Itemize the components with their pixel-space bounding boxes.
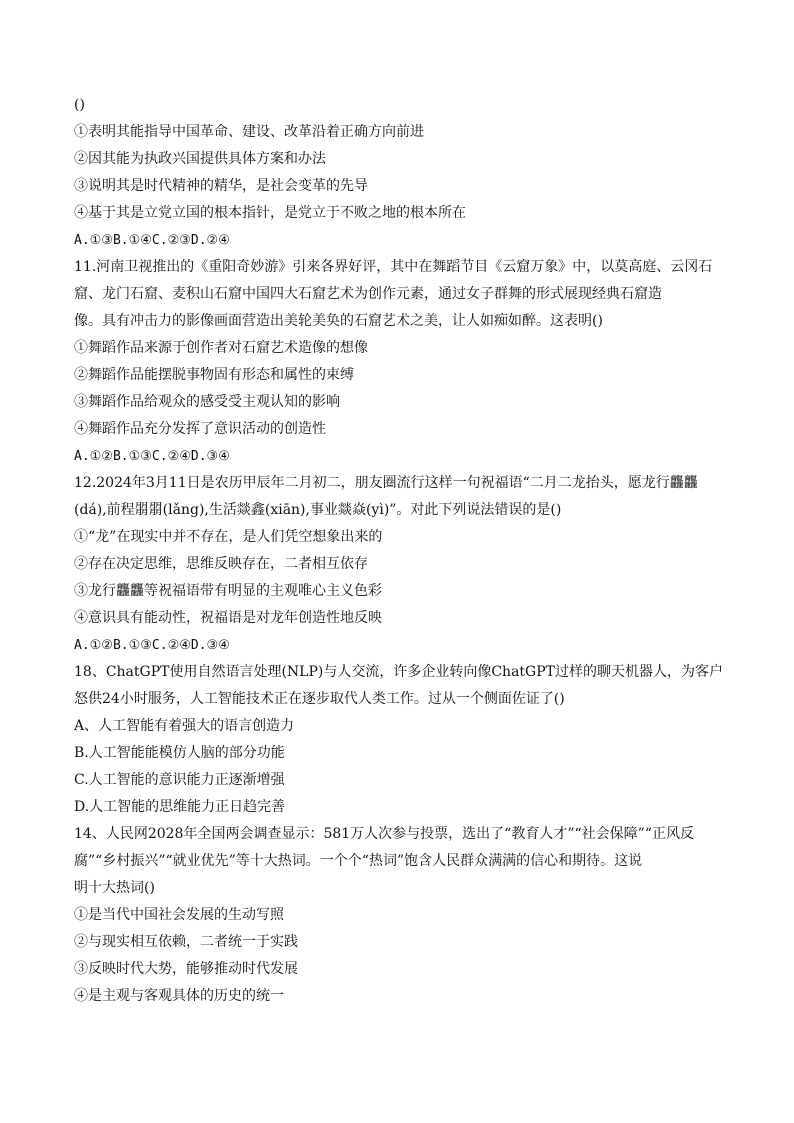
q13-stem-line-1: 18、ChatGPT使用自然语言处理(NLP)与人交流，许多企业转向像ChatGPT过样的聊天机器人，为客户 [74, 664, 723, 680]
q11-stem-line-2: 窟、龙门石窟、麦积山石窟中国四大石窟艺术为创作元素，通过女子群舞的形式展现经典石窟造 [74, 286, 662, 302]
q14-stem-line-3: 明十大热词() [74, 880, 155, 896]
q13-option-d: D.人工智能的思维能力正日趋完善 [74, 799, 286, 815]
q14-option-3: ③反映时代大势，能够推动时代发展 [74, 961, 298, 977]
question-content [74, 92, 724, 1010]
q12-option-1: ①“龙”在现实中并不存在，是人们凭空想象出来的 [74, 529, 383, 545]
q10-option-1: ①表明其能指导中国革命、建设、改革沿着正确方向前进 [74, 124, 424, 140]
q14-option-1: ①是当代中国社会发展的生动写照 [74, 907, 284, 923]
q14-option-4: ④是主观与客观具体的历史的统一 [74, 988, 284, 1004]
q11-option-3: ③舞蹈作品给观众的感受受主观认知的影响 [74, 394, 340, 410]
q13-option-a: A、人工智能有着强大的语言创造力 [74, 718, 295, 734]
q10-option-3: ③说明其是时代精神的精华，是社会变革的先导 [74, 178, 368, 194]
q11-stem-line-1: 11.河南卫视推出的《重阳奇妙游》引来各界好评，其中在舞蹈节目《云窟万象》中，以莫高庭、云冈石 [74, 259, 713, 275]
q14-option-2: ②与现实相互依赖，二者统一于实践 [74, 934, 298, 950]
q12-stem-line-1: 12.2024年3月11日是农历甲辰年二月初二，朋友圈流行这样一句祝福语“二月二龙抬头，愿龙行龘龘 [74, 475, 698, 491]
q13-option-b: B.人工智能能模仿人脑的部分功能 [74, 745, 285, 761]
q12-option-3: ③龙行龘龘等祝福语带有明显的主观唯心主义色彩 [74, 583, 382, 599]
q13-option-c: C.人工智能的意识能力正逐渐增强 [74, 772, 285, 788]
q12-option-2: ②存在决定思维，思维反映存在，二者相互依存 [74, 556, 368, 572]
q12-answer-choices: A.①②B.①③C.②④D.③④ [74, 638, 230, 653]
q10-stem-tail: () [74, 97, 85, 113]
q14-stem-line-1: 14、人民网2028年全国两会调查显示：581万人次参与投票，选出了“教育人才”“社会保障”“正风反 [74, 826, 694, 842]
q11-stem-line-3: 像。具有冲击力的影像画面营造出美轮美奂的石窟艺术之美，让人如痴如醉。这表明() [74, 313, 603, 329]
q11-option-1: ①舞蹈作品来源于创作者对石窟艺术造像的想像 [74, 340, 368, 356]
q10-answer-choices: A.①③B.①④C.②③D.②④ [74, 233, 230, 248]
q11-answer-choices: A.①②B.①③C.②④D.③④ [74, 449, 230, 464]
q13-stem-line-2: 怒供24小时服务，人工智能技术正在逐步取代人类工作。过从一个侧面佐证了() [74, 691, 565, 707]
q14-stem-line-2: 腐”“乡村振兴”“就业优先”等十大热词。一个个“热词”饱含人民群众满满的信心和期待。这说 [74, 853, 643, 869]
q12-stem-line-2: (dá),前程朤朤(lǎng),生活燚鑫(xiān),事业燚焱(yì)”。对此下列说法错误的是() [74, 502, 562, 518]
q12-option-4: ④意识具有能动性，祝福语是对龙年创造性地反映 [74, 610, 382, 626]
q10-option-4: ④基于其是立党立国的根本指针，是党立于不败之地的根本所在 [74, 205, 466, 221]
q10-option-2: ②因其能为执政兴国提供具体方案和办法 [74, 151, 326, 167]
q11-option-4: ④舞蹈作品充分发挥了意识活动的创造性 [74, 421, 326, 437]
q11-option-2: ②舞蹈作品能摆脱事物固有形态和属性的束缚 [74, 367, 354, 383]
